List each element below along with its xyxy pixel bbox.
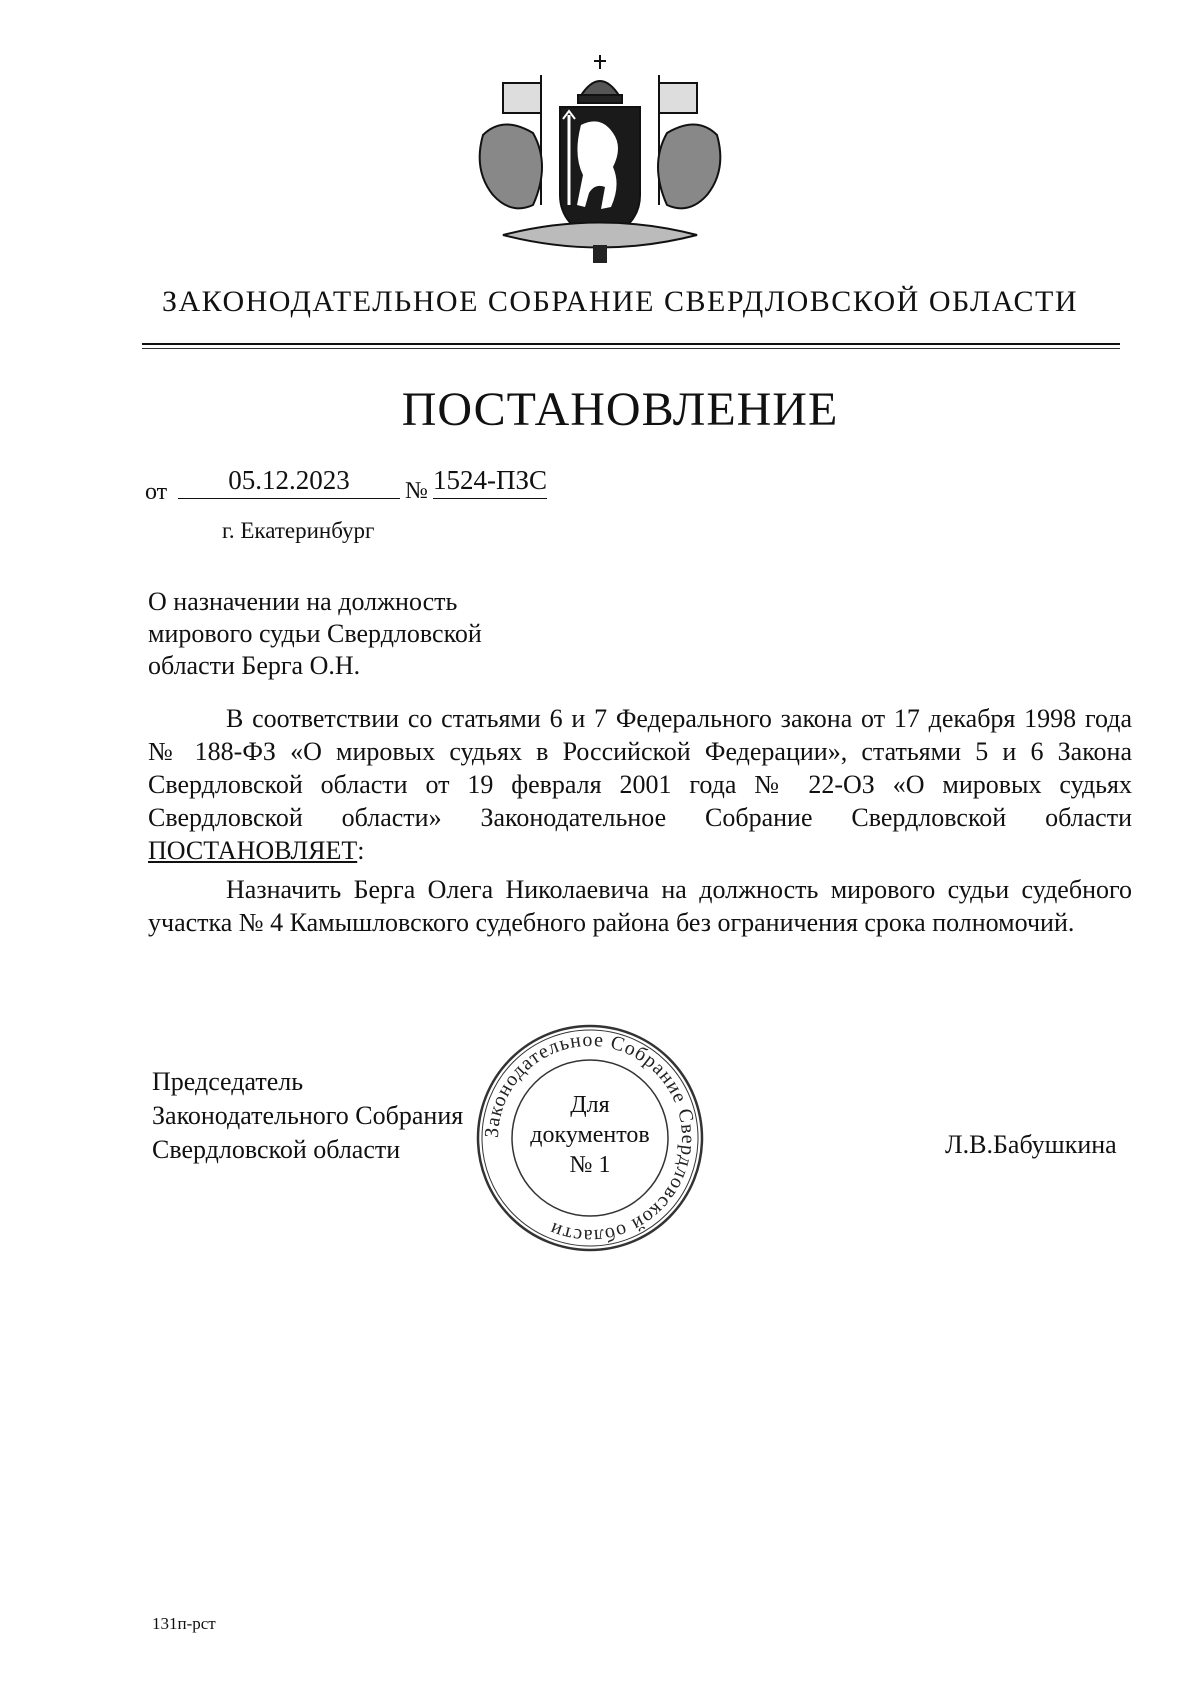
header-divider — [142, 348, 1120, 349]
document-number: 1524-ПЗС — [433, 465, 547, 499]
signatory-line: Свердловской области — [152, 1135, 401, 1164]
signatory-name: Л.В.Бабушкина — [945, 1130, 1117, 1159]
document-body — [148, 702, 1132, 945]
organization-title: ЗАКОНОДАТЕЛЬНОЕ СОБРАНИЕ СВЕРДЛОВСКОЙ ОБЛАСТИ — [161, 285, 1079, 318]
subject-line: мирового судьи Свердловской — [148, 619, 482, 648]
document-date: 05.12.2023 — [178, 465, 400, 499]
date-prefix-label: от — [145, 479, 168, 505]
seal-ring-text: Законодательное Собрание Свердловской области — [480, 1028, 700, 1248]
subject-line: О назначении на должность — [148, 587, 458, 616]
body-paragraph: Назначить Берга Олега Николаевича на должность мирового судьи судебного участка № 4 Камышловского судебного района без ограничения срока полномочий. — [148, 875, 1132, 937]
signatory-line: Законодательного Собрания — [152, 1101, 464, 1130]
resolve-word: ПОСТАНОВЛЯЕТ — [148, 836, 358, 865]
body-text: : — [357, 836, 365, 865]
footer-code: 131п-рст — [152, 1614, 216, 1633]
seal-line: Для — [570, 1092, 610, 1118]
seal-line: № 1 — [569, 1152, 611, 1178]
city-label: г. Екатеринбург — [222, 518, 375, 543]
body-paragraph — [148, 702, 1132, 867]
signatory-line: Председатель — [152, 1067, 304, 1096]
document-subject — [148, 586, 482, 682]
header-divider — [142, 343, 1120, 345]
seal-center-text — [505, 1090, 675, 1180]
seal-line: документов — [530, 1122, 650, 1148]
signatory-position — [152, 1065, 463, 1167]
coat-of-arms-icon — [463, 55, 737, 265]
subject-line: области Берга О.Н. — [148, 651, 361, 680]
number-sign-label: № — [405, 478, 428, 504]
document-type-title: ПОСТАНОВЛЕНИЕ — [401, 383, 839, 436]
body-text: В соответствии со статьями 6 и 7 Федерального закона от 17 декабря 1998 года № 188-ФЗ «О мировых судьях в Российской Федерации», статьями 5 и 6 Закона Свердловской области от 19 февраля 2001 года № 22-ОЗ «О мировых судьях Свердловской области» Законодательное Собрание Свердловской области — [148, 704, 1132, 832]
